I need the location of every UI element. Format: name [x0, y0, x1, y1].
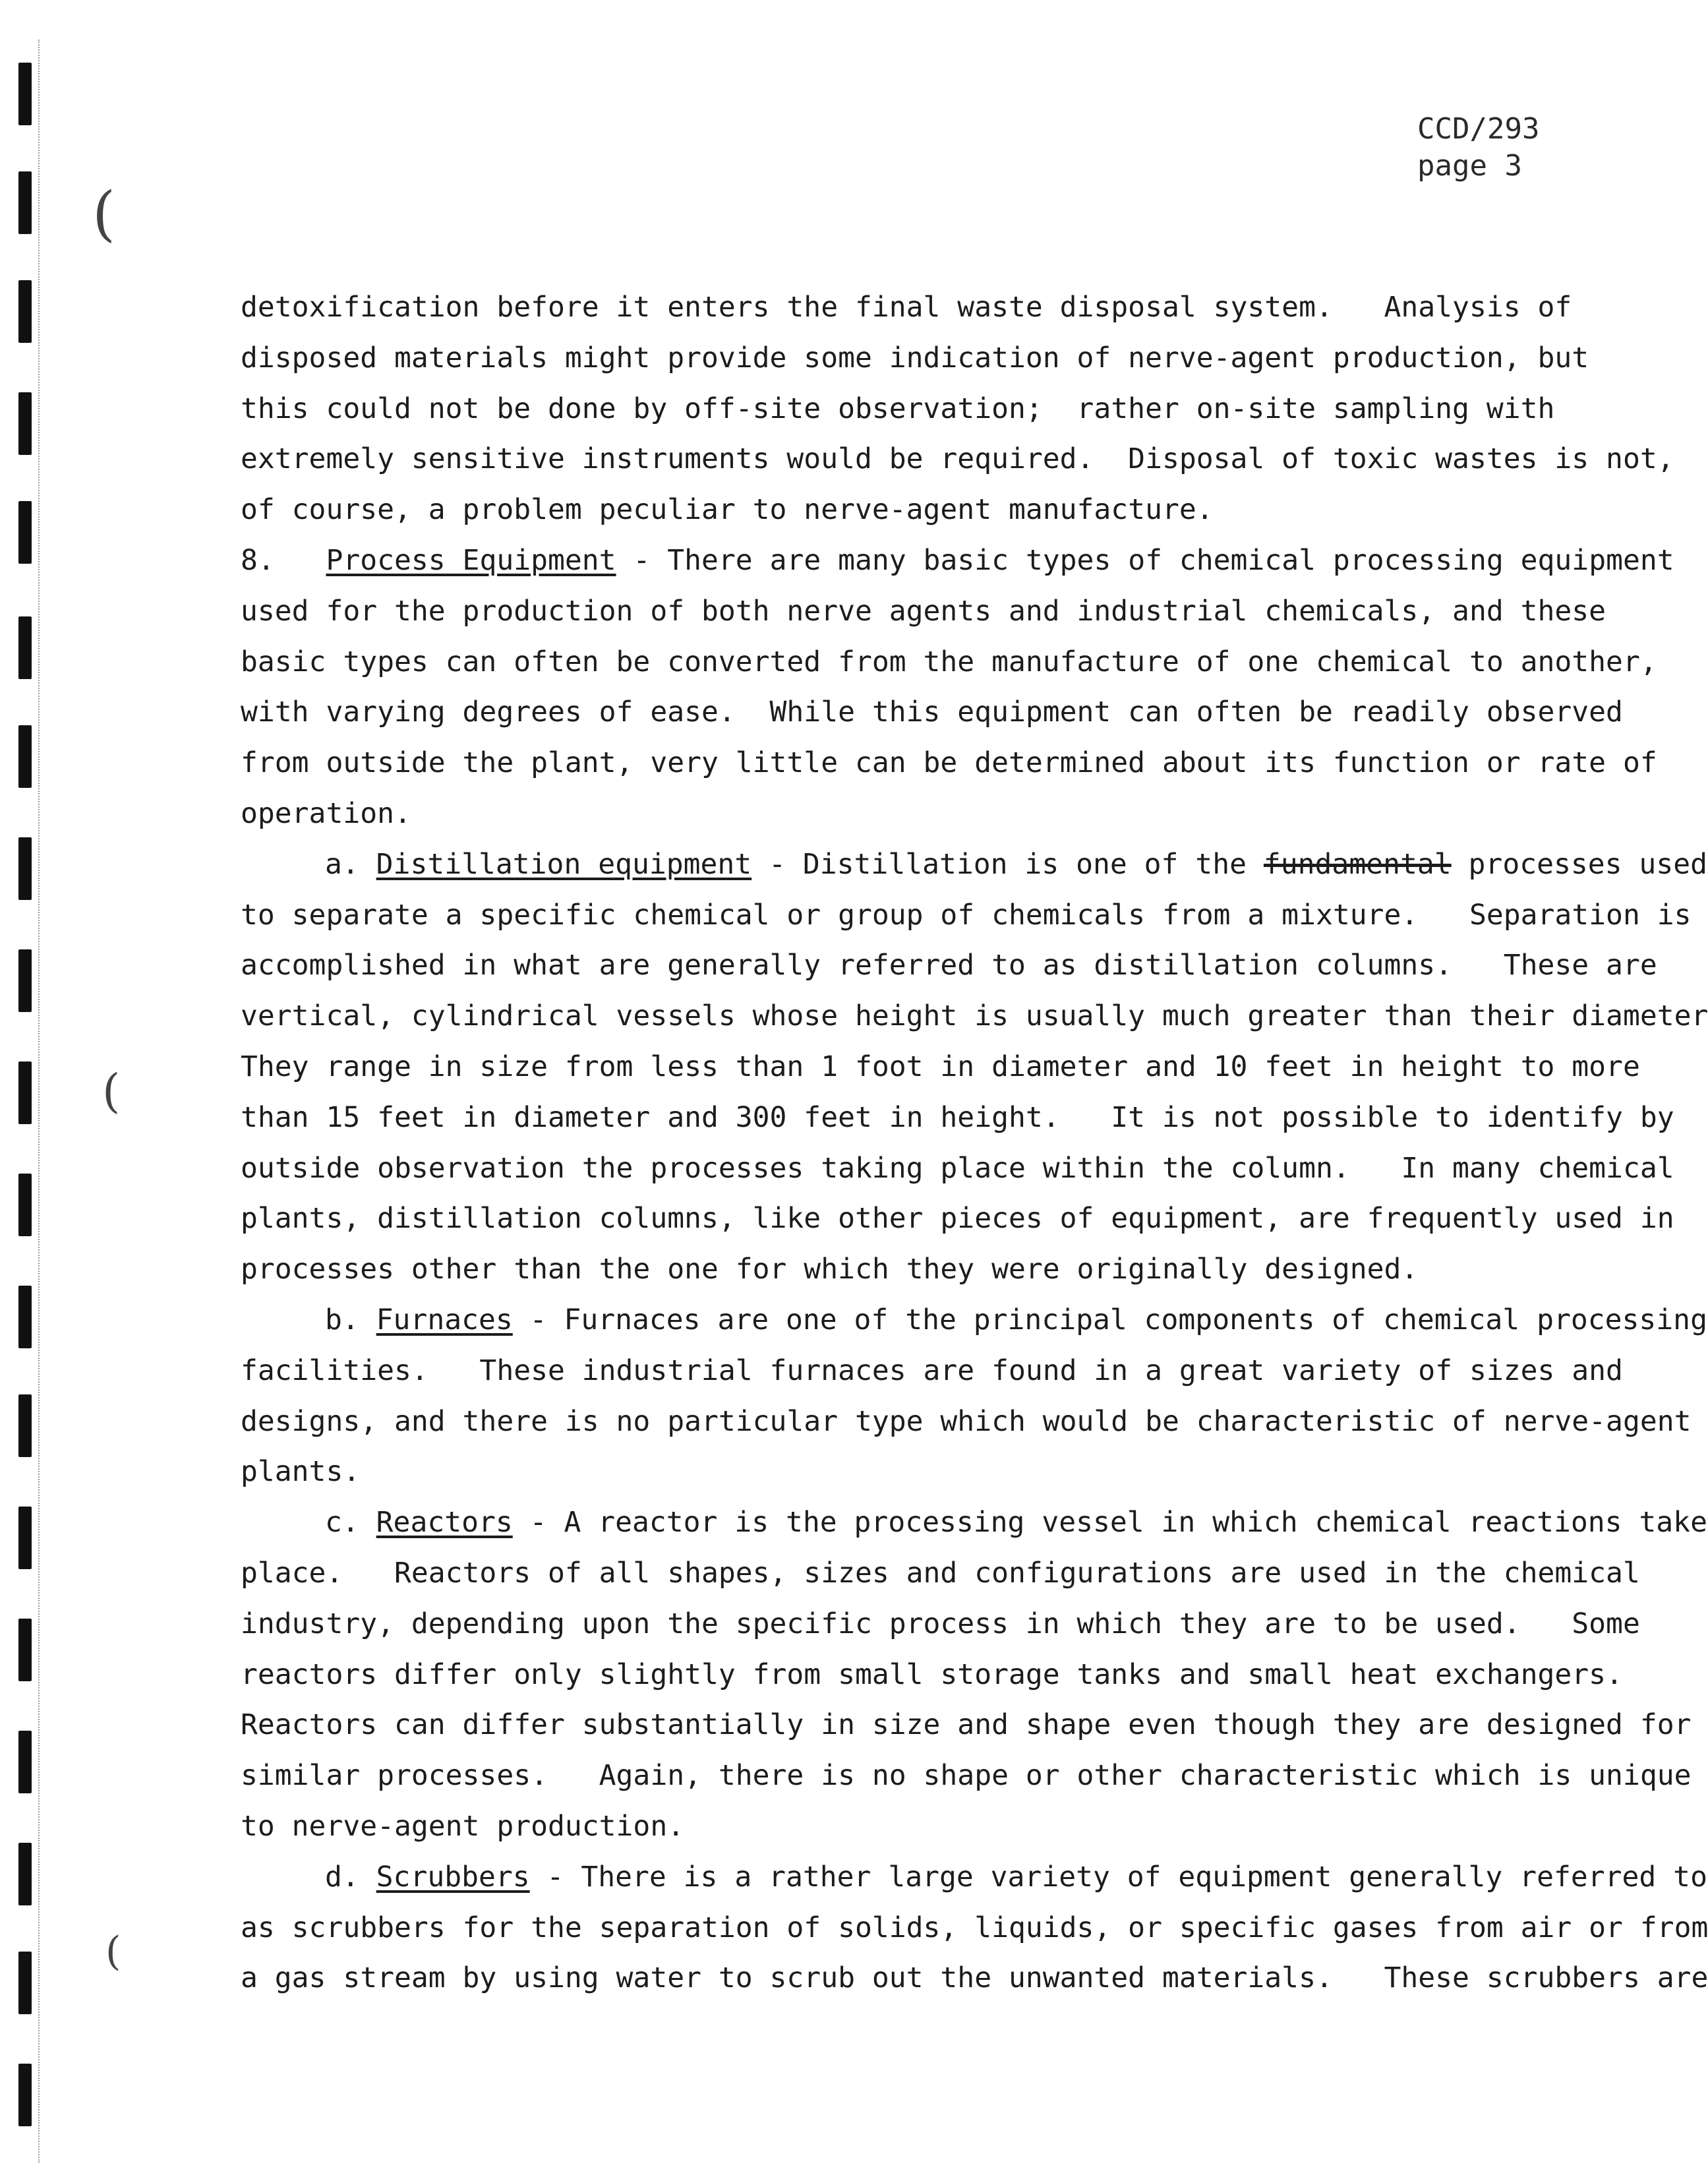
binder-mark	[18, 1394, 32, 1457]
text-fragment: There are many basic types of chemical processing equipment	[667, 543, 1674, 577]
text-line: extremely sensitive instruments would be required. Disposal of toxic wastes is not,	[241, 442, 1674, 476]
binder-mark	[18, 1507, 32, 1569]
text-line: processes other than the one for which they were originally designed.	[241, 1253, 1419, 1286]
text-line: designs, and there is no particular type which would be characteristic of nerve-agent	[241, 1404, 1692, 1438]
text-line: Reactors can differ substantially in size and shape even though they are designed for	[241, 1708, 1692, 1742]
heading-dash: -	[616, 543, 668, 577]
text-line: than 15 feet in diameter and 300 feet in height. It is not possible to identify by	[241, 1100, 1674, 1134]
text-line: industry, depending upon the specific process in which they are to be used. Some	[241, 1607, 1640, 1640]
binder-mark	[18, 63, 32, 125]
text-fragment: - Distillation is one of the	[751, 847, 1264, 881]
binder-mark	[18, 392, 32, 455]
text-line: similar processes. Again, there is no shape or other characteristic which is unique	[241, 1759, 1692, 1793]
text-line: place. Reactors of all shapes, sizes and configurations are used in the chemical	[241, 1556, 1640, 1590]
text-line: outside observation the processes taking place within the column. In many chemical	[241, 1151, 1674, 1185]
binder-mark	[18, 1619, 32, 1681]
text-line: as scrubbers for the separation of solids, liquids, or specific gases from air or from	[241, 1911, 1708, 1944]
margin-bracket-mark: (	[102, 1064, 121, 1118]
struck-word: fundamental	[1263, 847, 1452, 881]
binder-mark	[18, 837, 32, 900]
binder-mark	[18, 616, 32, 679]
text-fragment: - A reactor is the processing vessel in which chemical reactions take	[512, 1506, 1707, 1539]
margin-bracket-mark: (	[105, 1928, 121, 1975]
page-number: page 3	[1417, 149, 1522, 183]
margin-bracket-mark: (	[92, 179, 116, 249]
text-line: They range in size from less than 1 foot in diameter and 10 feet in height to more	[241, 1050, 1640, 1083]
subsection-heading: Reactors	[376, 1506, 513, 1539]
subsection-b-first-line	[241, 1295, 1707, 1346]
binder-mark	[18, 1286, 32, 1348]
doc-reference: CCD/293	[1417, 112, 1540, 146]
text-fragment: processes used	[1451, 847, 1707, 881]
text-line: plants, distillation columns, like other pieces of equipment, are frequently used in	[241, 1202, 1674, 1236]
text-line: to separate a specific chemical or group of chemicals from a mixture. Separation is	[241, 898, 1692, 932]
text-line: this could not be done by off-site observation; rather on-site sampling with	[241, 392, 1555, 425]
text-line: basic types can often be converted from the manufacture of one chemical to another,	[241, 645, 1657, 678]
binder-mark	[18, 1061, 32, 1124]
binder-mark	[18, 280, 32, 343]
text-line: disposed materials might provide some indication of nerve-agent production, but	[241, 341, 1589, 374]
section-number: 8.	[241, 543, 275, 577]
text-line: to nerve-agent production.	[241, 1809, 685, 1843]
subsection-heading: Furnaces	[376, 1303, 513, 1336]
subsection-letter: b.	[325, 1303, 359, 1336]
binder-mark	[18, 1174, 32, 1236]
subsection-d-first-line	[241, 1852, 1707, 1903]
text-line: from outside the plant, very little can be determined about its function or rate of	[241, 746, 1657, 780]
text-line: facilities. These industrial furnaces are found in a great variety of sizes and	[241, 1354, 1623, 1387]
binder-mark	[18, 171, 32, 234]
subsection-letter: d.	[325, 1860, 359, 1894]
text-line: reactors differ only slightly from small storage tanks and small heat exchangers.	[241, 1658, 1623, 1691]
text-fragment: - There is a rather large variety of equipment generally referred to	[529, 1860, 1707, 1894]
text-line: vertical, cylindrical vessels whose height is usually much greater than their diameter	[241, 1000, 1708, 1033]
text-line: plants.	[241, 1455, 361, 1489]
section-heading: Process Equipment	[326, 543, 616, 577]
binder-mark	[18, 1731, 32, 1793]
subsection-a-first-line	[241, 839, 1707, 890]
subsection-c-first-line	[241, 1497, 1707, 1548]
binder-mark	[18, 501, 32, 564]
section-8-first-line	[241, 535, 1674, 586]
text-line: operation.	[241, 796, 411, 830]
subsection-heading: Distillation equipment	[376, 847, 752, 881]
binder-mark	[18, 1952, 32, 2014]
binder-mark	[18, 1843, 32, 1905]
text-line: a gas stream by using water to scrub out the unwanted materials. These scrubbers are	[241, 1961, 1708, 1995]
subsection-letter: a.	[325, 847, 359, 881]
binder-mark	[18, 949, 32, 1012]
document-body	[241, 282, 1708, 2004]
binder-mark	[18, 725, 32, 788]
binder-mark	[18, 2064, 32, 2126]
text-line: accomplished in what are generally referred to as distillation columns. These are	[241, 949, 1657, 982]
document-header	[1417, 111, 1539, 185]
text-line: used for the production of both nerve agents and industrial chemicals, and these	[241, 594, 1606, 628]
binder-line	[38, 40, 40, 2163]
text-line: with varying degrees of ease. While this equipment can often be readily observed	[241, 696, 1623, 729]
subsection-heading: Scrubbers	[376, 1860, 530, 1894]
text-fragment: - Furnaces are one of the principal components of chemical processing	[512, 1303, 1707, 1336]
text-line: detoxification before it enters the final waste disposal system. Analysis of	[241, 291, 1572, 324]
subsection-letter: c.	[325, 1506, 359, 1539]
text-line: of course, a problem peculiar to nerve-agent manufacture.	[241, 493, 1214, 527]
